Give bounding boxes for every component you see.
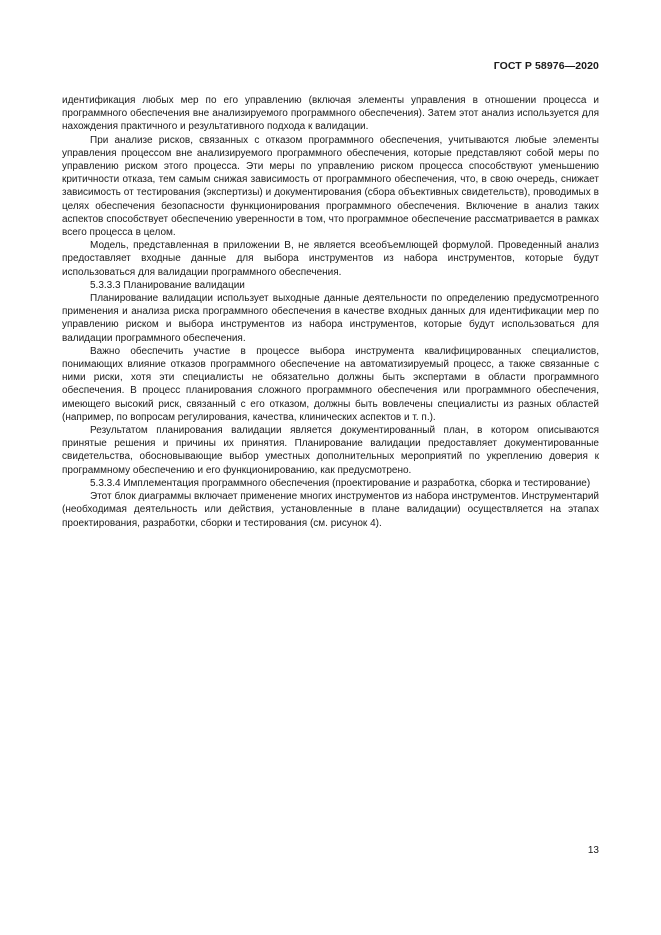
paragraph-intro: идентификация любых мер по его управлению (включая элементы управления в отношении процесса и программного обеспечения вне анализируемого программного обеспечения). Затем этот анализ используется для нахождения практичного и результативного подхода к валидации.: [62, 95, 599, 133]
body-text: [62, 94, 599, 530]
paragraph-risk-analysis: При анализе рисков, связанных с отказом программного обеспечения, учитываются любые элементы управления процессом вне анализируемого программного обеспечения, которые представляют собой меры по управлению риском этого процесса. Эти меры по управлению риском процесса способствуют уменьшению критичности отказа, тем самым снижая зависимость от программного обеспечения, что, в свою очередь, снижает зависимость от тестирования (экспертизы) и документирования (сбора объективных свидетельств), проводимых в целях обеспечения безопасности функционирования программного обеспечения. Включение в анализ таких аспектов способствует обеспечению уверенности в том, что программное обеспечение рассматривается в рамках всего процесса в целом.: [62, 134, 599, 239]
paragraph-model: Модель, представленная в приложении В, не является всеобъемлющей формулой. Проведенный анализ предоставляет входные данные для выбора инструментов из набора инструментов, которые будут использоваться для валидации программного обеспечения.: [62, 240, 599, 278]
paragraph-planning-inputs: Планирование валидации использует выходные данные деятельности по определению предусмотренного применения и анализа риска программного обеспечения в качестве входных данных для идентификации мер по управлению риском и выбора инструментов из набора инструментов, которые будут использоваться для валидации программного обеспечения.: [62, 293, 599, 344]
paragraph-planning-result: Результатом планирования валидации является документированный план, в котором описываются принятые решения и причины их принятия. Планирование валидации предоставляет документированные свидетельства, обосновывающие выбор уместных дополнительных мероприятий по укреплению доверия к программному обеспечению и его функционированию, как предусмотрено.: [62, 425, 599, 476]
page-number: 13: [587, 845, 599, 856]
document-header: ГОСТ Р 58976—2020: [493, 60, 599, 72]
paragraph-toolkit: Этот блок диаграммы включает применение многих инструментов из набора инструментов. Инструментарий (необходимая деятельность или действия, установленные в плане валидации) осуществляется на этапах проектирования, разработки, сборки и тестирования (см. рисунок 4).: [62, 491, 599, 529]
section-heading-validation-planning: 5.3.3.3 Планирование валидации: [90, 279, 245, 291]
paragraph-specialists: Важно обеспечить участие в процессе выбора инструмента квалифицированных специалистов, понимающих влияние отказов программного обеспечение на автоматизируемый процесс, а также связанные с ними риски, хотя эти специалисты не обязательно должны быть экспертами в области программного обеспечения. В процесс планирования сложного программного обеспечения или программного обеспечения, имеющего высокий риск, связанный с его отказом, должны быть вовлечены специалисты из разных областей (например, по вопросам регулирования, качества, клинических аспектов и т. п.).: [62, 345, 599, 423]
section-heading-implementation: 5.3.3.4 Имплементация программного обеспечения (проектирование и разработка, сборка и тестирование): [90, 477, 591, 489]
